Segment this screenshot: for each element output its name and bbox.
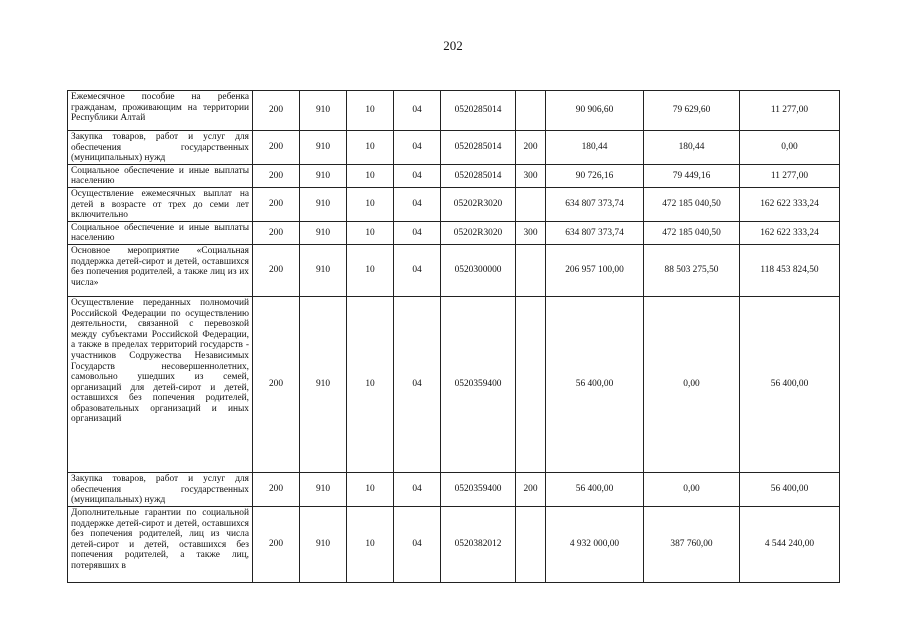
amount-federal: 472 185 040,50	[644, 187, 740, 221]
col-section: 10	[347, 131, 394, 165]
expense-type	[516, 506, 546, 582]
amount-federal: 79 629,60	[644, 91, 740, 131]
col-200: 200	[253, 296, 300, 472]
table-row	[68, 164, 840, 187]
table-row	[68, 472, 840, 506]
col-section: 10	[347, 221, 394, 244]
col-subsection: 04	[394, 506, 441, 582]
amount-federal: 79 449,16	[644, 164, 740, 187]
col-910: 910	[300, 131, 347, 165]
col-section: 10	[347, 506, 394, 582]
col-subsection: 04	[394, 221, 441, 244]
amount-total: 634 807 373,74	[546, 221, 644, 244]
col-subsection: 04	[394, 472, 441, 506]
table-row	[68, 244, 840, 296]
col-200: 200	[253, 91, 300, 131]
amount-total: 56 400,00	[546, 296, 644, 472]
amount-total: 90 726,16	[546, 164, 644, 187]
row-name: Осуществление переданных полномочий Российской Федерации по осуществлению деятельности, связанной с перевозкой между субъектами Российской Федерации, а также в пределах территорий государств - участников Содружества Независимых Государств несовершеннолетних, самовольно ушедших из семей, организаций для детей-сирот и детей, оставшихся без попечения родителей, образовательных организаций и иных организаций	[68, 296, 253, 472]
expense-type	[516, 187, 546, 221]
target-code: 05202R3020	[441, 187, 516, 221]
expense-type	[516, 91, 546, 131]
amount-regional: 162 622 333,24	[740, 221, 840, 244]
amount-regional: 118 453 824,50	[740, 244, 840, 296]
col-section: 10	[347, 244, 394, 296]
table-row	[68, 131, 840, 165]
target-code: 0520285014	[441, 131, 516, 165]
col-subsection: 04	[394, 187, 441, 221]
amount-total: 90 906,60	[546, 91, 644, 131]
col-200: 200	[253, 164, 300, 187]
target-code: 0520285014	[441, 91, 516, 131]
amount-regional: 162 622 333,24	[740, 187, 840, 221]
col-910: 910	[300, 91, 347, 131]
amount-total: 206 957 100,00	[546, 244, 644, 296]
amount-federal: 472 185 040,50	[644, 221, 740, 244]
row-name: Ежемесячное пособие на ребенка гражданам, проживающим на территории Республики Алтай	[68, 91, 253, 131]
amount-total: 4 932 000,00	[546, 506, 644, 582]
row-name: Основное мероприятие «Социальная поддержка детей-сирот и детей, оставшихся без попечения родителей, а также лиц из их числа»	[68, 244, 253, 296]
row-name: Дополнительные гарантии по социальной поддержке детей-сирот и детей, оставшихся без попечения родителей, лиц из числа детей-сирот и детей, оставшихся без попечения родителей, а также лиц, потерявших в	[68, 506, 253, 582]
expense-type: 200	[516, 131, 546, 165]
col-910: 910	[300, 472, 347, 506]
target-code: 0520359400	[441, 472, 516, 506]
col-910: 910	[300, 244, 347, 296]
budget-table	[67, 90, 840, 583]
amount-regional: 11 277,00	[740, 91, 840, 131]
expense-type	[516, 296, 546, 472]
table-row	[68, 296, 840, 472]
expense-type	[516, 244, 546, 296]
expense-type: 300	[516, 164, 546, 187]
amount-federal: 88 503 275,50	[644, 244, 740, 296]
table-row	[68, 221, 840, 244]
target-code: 0520359400	[441, 296, 516, 472]
col-200: 200	[253, 221, 300, 244]
col-200: 200	[253, 131, 300, 165]
amount-regional: 56 400,00	[740, 472, 840, 506]
target-code: 05202R3020	[441, 221, 516, 244]
col-section: 10	[347, 187, 394, 221]
col-200: 200	[253, 472, 300, 506]
target-code: 0520300000	[441, 244, 516, 296]
amount-regional: 4 544 240,00	[740, 506, 840, 582]
amount-federal: 0,00	[644, 296, 740, 472]
row-name: Социальное обеспечение и иные выплаты населению	[68, 221, 253, 244]
row-name: Закупка товаров, работ и услуг для обеспечения государственных (муниципальных) нужд	[68, 472, 253, 506]
col-200: 200	[253, 187, 300, 221]
expense-type: 200	[516, 472, 546, 506]
col-section: 10	[347, 472, 394, 506]
amount-regional: 56 400,00	[740, 296, 840, 472]
col-910: 910	[300, 296, 347, 472]
row-name: Социальное обеспечение и иные выплаты населению	[68, 164, 253, 187]
table-row	[68, 506, 840, 582]
col-910: 910	[300, 164, 347, 187]
amount-regional: 11 277,00	[740, 164, 840, 187]
target-code: 0520382012	[441, 506, 516, 582]
col-section: 10	[347, 164, 394, 187]
row-name: Осуществление ежемесячных выплат на детей в возрасте от трех до семи лет включительно	[68, 187, 253, 221]
amount-regional: 0,00	[740, 131, 840, 165]
col-910: 910	[300, 221, 347, 244]
col-subsection: 04	[394, 244, 441, 296]
amount-federal: 180,44	[644, 131, 740, 165]
col-200: 200	[253, 506, 300, 582]
col-subsection: 04	[394, 296, 441, 472]
amount-total: 56 400,00	[546, 472, 644, 506]
amount-total: 180,44	[546, 131, 644, 165]
page-number: 202	[443, 38, 463, 53]
col-910: 910	[300, 187, 347, 221]
amount-federal: 0,00	[644, 472, 740, 506]
col-section: 10	[347, 296, 394, 472]
amount-federal: 387 760,00	[644, 506, 740, 582]
table-row	[68, 187, 840, 221]
expense-type: 300	[516, 221, 546, 244]
amount-total: 634 807 373,74	[546, 187, 644, 221]
col-200: 200	[253, 244, 300, 296]
col-subsection: 04	[394, 91, 441, 131]
target-code: 0520285014	[441, 164, 516, 187]
col-910: 910	[300, 506, 347, 582]
col-subsection: 04	[394, 131, 441, 165]
row-name: Закупка товаров, работ и услуг для обеспечения государственных (муниципальных) нужд	[68, 131, 253, 165]
table-row	[68, 91, 840, 131]
col-subsection: 04	[394, 164, 441, 187]
col-section: 10	[347, 91, 394, 131]
